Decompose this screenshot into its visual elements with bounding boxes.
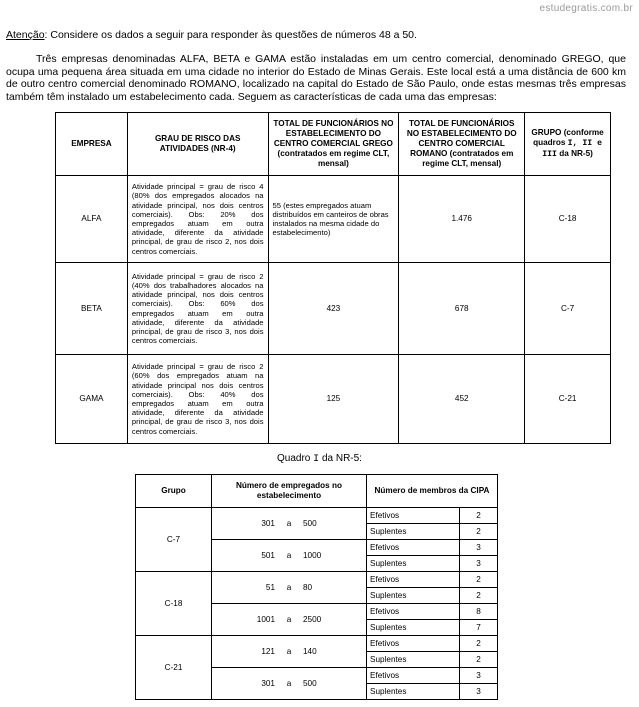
quadro-title-b: da NR-5: (319, 453, 362, 464)
value-suplentes: 2 (460, 588, 498, 604)
header-total-romano: TOTAL DE FUNCIONÁRIOS NO ESTABELECIMENTO DO CENTRO COMERCIAL ROMANO (contratados em regime CLT, mensal) (399, 113, 525, 176)
company-group: C-18 (525, 176, 611, 263)
range-sep: a (286, 647, 292, 656)
value-suplentes: 7 (460, 620, 498, 636)
header-empregados: Número de empregados no estabelecimento (212, 475, 367, 508)
company-group: C-21 (525, 355, 611, 444)
label-suplentes: Suplentes (367, 620, 460, 636)
company-row (56, 355, 611, 444)
value-suplentes: 3 (460, 684, 498, 700)
company-total-romano: 1.476 (399, 176, 525, 263)
label-efetivos: Efetivos (367, 604, 460, 620)
companies-header-row (56, 113, 611, 176)
attention-line (6, 29, 417, 41)
cipa-range (212, 604, 367, 636)
range-to: 2500 (303, 615, 322, 624)
cipa-range (212, 572, 367, 604)
company-risk: Atividade principal = grau de risco 2 (60% dos empregados atuam na atividade principal nos dois centros comerciais). Obs: 40% dos empregados atuam em outra atividade, diferente da atividade principal, de grau de risco 3, nos dois centros comerciais. (127, 355, 268, 444)
range-sep: a (286, 615, 292, 624)
cipa-range (212, 668, 367, 700)
value-suplentes: 2 (460, 652, 498, 668)
company-risk: Atividade principal = grau de risco 2 (40% dos trabalhadores alocados na atividade principal, nos dois centros comerciais). Obs: 60% dos empregados atuam em outra atividade, diferente da atividade principal, de grau de risco 3, nos dois centros comerciais. (127, 263, 268, 355)
intro-paragraph: Três empresas denominadas ALFA, BETA e GAMA estão instaladas em um centro comercial, denominado GREGO, que ocupa uma pequena área situada em uma cidade no interior do Estado de Minas Gerais. Este local está a uma distância de 600 km de outro centro comercial denominado ROMANO, localizado na capital do Estado de São Paulo, onde estas mesmas três empresas também têm instalado um estabelecimento cada. Seguem as características de cada uma das empresas: (6, 53, 626, 103)
range-from: 51 (265, 583, 275, 592)
attention-label: Atenção (6, 29, 45, 41)
cipa-group: C-21 (136, 636, 212, 700)
company-name: ALFA (56, 176, 128, 263)
label-suplentes: Suplentes (367, 588, 460, 604)
company-row (56, 263, 611, 355)
range-to: 80 (303, 583, 313, 592)
value-suplentes: 2 (460, 524, 498, 540)
watermark: estudegratis.com.br (539, 3, 633, 14)
cipa-row (136, 636, 498, 652)
company-risk: Atividade principal = grau de risco 4 (80% dos empregados alocados na atividade principal, nos dois centros comerciais). Obs: 20% dos empregados atuam em outra atividade, diferente da atividade principal, de grau de risco 2, nos dois centros comerciais. (127, 176, 268, 263)
label-suplentes: Suplentes (367, 524, 460, 540)
cipa-table (135, 474, 498, 700)
quadro-title-numeral: I (313, 454, 320, 465)
company-name: GAMA (56, 355, 128, 444)
range-from: 301 (261, 519, 275, 528)
header-membros: Número de membros da CIPA (367, 475, 498, 508)
cipa-row (136, 508, 498, 524)
value-efetivos: 8 (460, 604, 498, 620)
cipa-range (212, 508, 367, 540)
header-grupo-numerals: I, II e III (542, 139, 603, 159)
header-total-grego: TOTAL DE FUNCIONÁRIOS NO ESTABELECIMENTO DO CENTRO COMERCIAL GREGO (contratados em regime CLT, mensal) (268, 113, 399, 176)
range-to: 500 (303, 679, 317, 688)
cipa-group: C-18 (136, 572, 212, 636)
company-total-grego: 125 (268, 355, 399, 444)
attention-text: : Considere os dados a seguir para responder às questões de números 48 a 50. (44, 29, 417, 41)
value-efetivos: 3 (460, 668, 498, 684)
quadro-title-a: Quadro (277, 453, 314, 464)
label-suplentes: Suplentes (367, 684, 460, 700)
quadro-title (0, 453, 639, 465)
range-to: 500 (303, 519, 317, 528)
value-efetivos: 2 (460, 636, 498, 652)
companies-table (55, 112, 611, 444)
label-efetivos: Efetivos (367, 572, 460, 588)
company-name: BETA (56, 263, 128, 355)
label-suplentes: Suplentes (367, 652, 460, 668)
label-efetivos: Efetivos (367, 668, 460, 684)
cipa-range (212, 540, 367, 572)
header-grupo-b: da NR-5) (556, 149, 593, 158)
company-total-grego: 55 (estes empregados atuam distribuídos em canteiros de obras instalados na mesma cidade do estabelecimento) (268, 176, 399, 263)
label-suplentes: Suplentes (367, 556, 460, 572)
range-sep: a (286, 519, 292, 528)
range-to: 1000 (303, 551, 322, 560)
header-grupo: Grupo (136, 475, 212, 508)
value-efetivos: 3 (460, 540, 498, 556)
cipa-group: C-7 (136, 508, 212, 572)
label-efetivos: Efetivos (367, 636, 460, 652)
label-efetivos: Efetivos (367, 508, 460, 524)
cipa-range (212, 636, 367, 668)
range-from: 121 (261, 647, 275, 656)
cipa-header-row (136, 475, 498, 508)
company-group: C-7 (525, 263, 611, 355)
header-empresa: EMPRESA (56, 113, 128, 176)
range-to: 140 (303, 647, 317, 656)
range-from: 301 (261, 679, 275, 688)
value-efetivos: 2 (460, 508, 498, 524)
range-sep: a (286, 679, 292, 688)
range-from: 501 (261, 551, 275, 560)
company-total-romano: 452 (399, 355, 525, 444)
cipa-row (136, 572, 498, 588)
header-grupo-a: GRUPO (conforme quadros (531, 128, 604, 147)
value-suplentes: 3 (460, 556, 498, 572)
value-efetivos: 2 (460, 572, 498, 588)
company-total-grego: 423 (268, 263, 399, 355)
company-row (56, 176, 611, 263)
company-total-romano: 678 (399, 263, 525, 355)
label-efetivos: Efetivos (367, 540, 460, 556)
range-sep: a (286, 583, 292, 592)
range-sep: a (286, 551, 292, 560)
header-grupo (525, 113, 611, 176)
range-from: 1001 (256, 615, 275, 624)
header-grau-risco: GRAU DE RISCO DAS ATIVIDADES (NR-4) (127, 113, 268, 176)
